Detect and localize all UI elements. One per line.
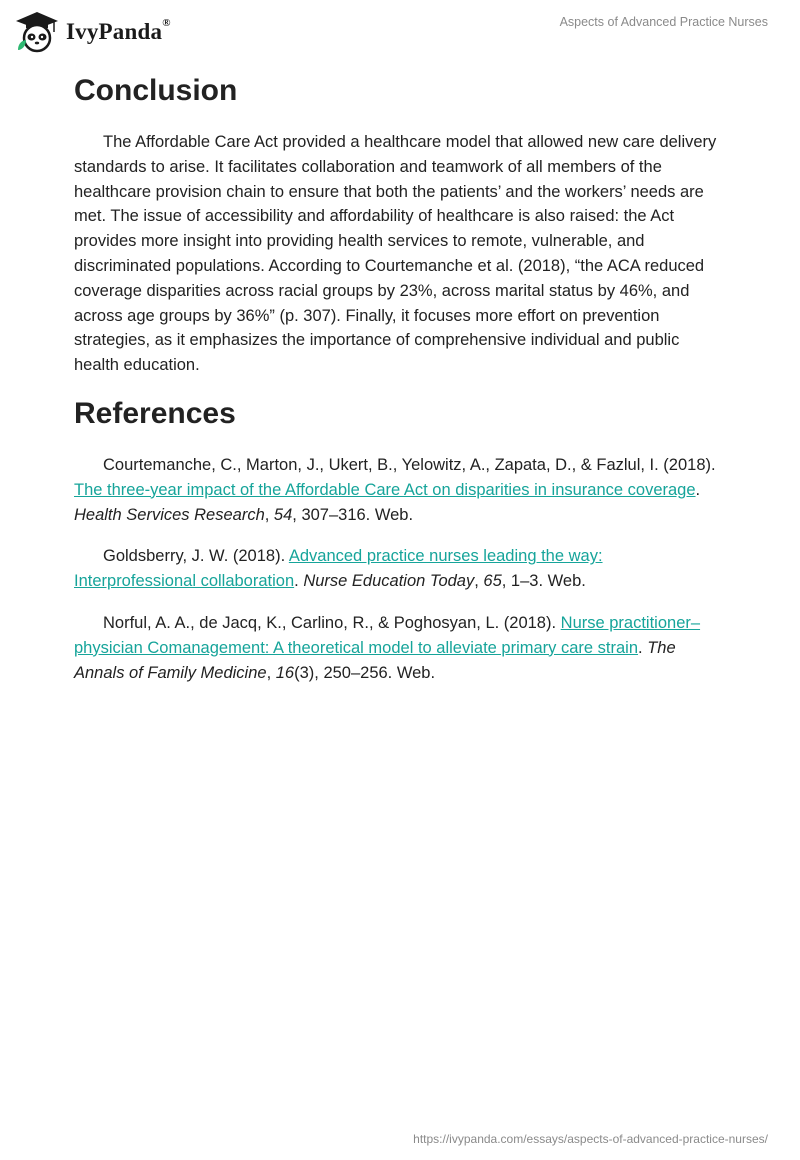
reference-link[interactable]: The three-year impact of the Affordable Care Act on disparities in insurance coverage	[74, 480, 696, 499]
brand-name: IvyPanda®	[66, 17, 171, 44]
references-heading: References	[74, 396, 236, 430]
journal-volume: 65	[483, 572, 502, 591]
page-header	[0, 0, 800, 62]
reference-link[interactable]: Advanced practice nurses leading the way: Interprofessional collaboration	[74, 547, 603, 591]
reference-item: Norful, A. A., de Jacq, K., Carlino, R., & Poghosyan, L. (2018). Nurse practitioner–physician Comanagement: A theoretical model to alleviate primary care strain. The Annals of Family Medicine, 16(3), 250–256. Web.	[74, 613, 701, 682]
conclusion-heading: Conclusion	[74, 74, 238, 107]
ivypanda-logo[interactable]	[14, 10, 171, 54]
journal-title: Health Services Research	[74, 505, 265, 524]
reference-list	[74, 453, 724, 685]
journal-title: The Annals of Family Medicine	[74, 638, 676, 682]
journal-volume: 54	[273, 505, 293, 524]
journal-title: Nurse Education Today	[303, 572, 475, 591]
conclusion-paragraph: The Affordable Care Act provided a healthcare model that allowed new care delivery standards to arise. It facilitates collaboration and teamwork of all members of the healthcare provision chain to ensure that both the patients’ and the workers’ needs are met. The issue of accessibility and affordability of healthcare is also raised: the Act provides more insight into providing health services to remote, vulnerable, and discriminated populations. According to Courtemanche et al. (2018), “the ACA reduced coverage disparities across racial groups by 23%, across marital status by 46%, and across age groups by 36%” (p. 307). Finally, it focuses more effort on prevention strategies, as it emphasizes the importance of comprehensive individual and public health education.	[74, 133, 717, 375]
reference-item: Courtemanche, C., Marton, J., Ukert, B., Yelowitz, A., Zapata, D., & Fazlul, I. (2018). The three-year impact of the Affordable Care Act on disparities in insurance coverage. Health Services Research, 54, 307–316. Web.	[74, 455, 716, 524]
journal-volume: 16	[275, 663, 295, 682]
source-url[interactable]: https://ivypanda.com/essays/aspects-of-advanced-practice-nurses/	[413, 1132, 768, 1146]
reference-item: Goldsberry, J. W. (2018). Advanced practice nurses leading the way: Interprofessional collaboration. Nurse Education Today, 65, 1–3. Web.	[74, 547, 603, 591]
document-title: Aspects of Advanced Practice Nurses	[559, 15, 768, 29]
panda-graduate-icon	[14, 10, 60, 54]
document-body	[74, 72, 724, 702]
reference-link[interactable]: Nurse practitioner–physician Comanagement: A theoretical model to alleviate primary care strain	[74, 613, 701, 657]
